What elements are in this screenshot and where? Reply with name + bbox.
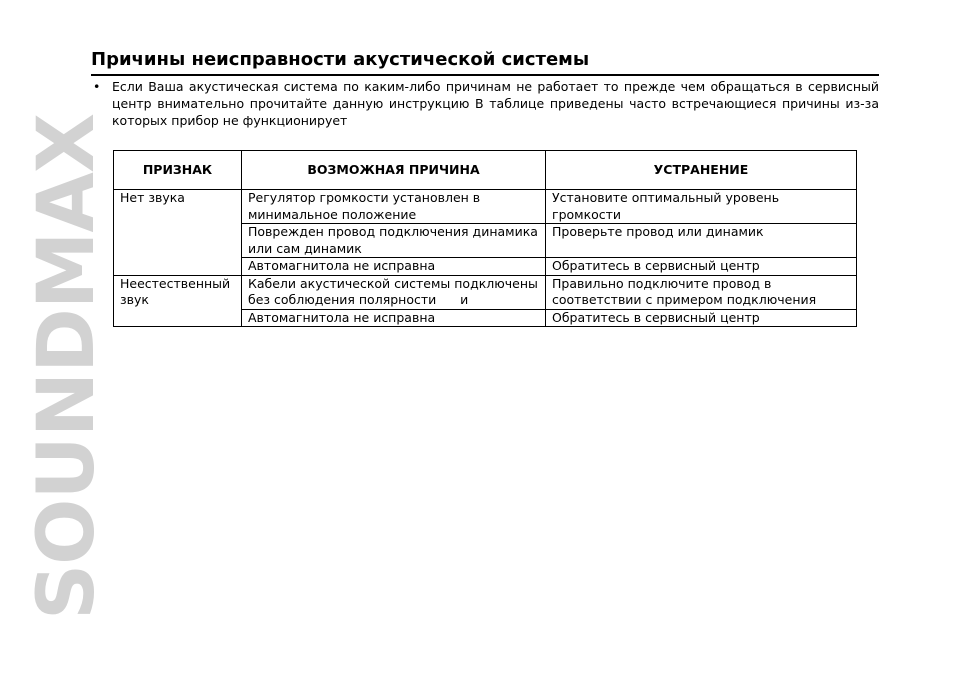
title-underline: [91, 74, 879, 76]
cause-cell: Автомагнитола не исправна: [242, 309, 546, 327]
fix-cell: Обратитесь в сервисный центр: [546, 258, 857, 276]
table-row: [114, 190, 857, 224]
page-title: Причины неисправности акустической системы: [91, 49, 590, 70]
cause-cell: Регулятор громкости установлен в минимальное положение: [242, 190, 546, 224]
intro-text: Если Ваша акустическая система по каким-либо причинам не работает то прежде чем обращаться в сервисный центр внимательно прочитайте данную инструкцию В таблице приведены часто встречающиеся причины из-за которых прибор не функционирует: [112, 79, 879, 128]
troubleshooting-table: [113, 150, 857, 327]
table-header-row: [114, 151, 857, 190]
intro-paragraph: [91, 78, 879, 129]
fix-cell: Обратитесь в сервисный центр: [546, 309, 857, 327]
fix-cell: Правильно подключите провод в соответствии с примером подключения: [546, 275, 857, 309]
symptom-cell: Нет звука: [114, 190, 242, 276]
table-row: [114, 275, 857, 309]
cause-cell: Кабели акустической системы подключены без соблюдения полярности и: [242, 275, 546, 309]
header-symptom: ПРИЗНАК: [114, 151, 242, 190]
symptom-cell: Неестественный звук: [114, 275, 242, 327]
header-fix: УСТРАНЕНИЕ: [546, 151, 857, 190]
brand-watermark: SOUNDMAX: [22, 114, 112, 620]
header-cause: ВОЗМОЖНАЯ ПРИЧИНА: [242, 151, 546, 190]
cause-cell: Автомагнитола не исправна: [242, 258, 546, 276]
fix-cell: Установите оптимальный уровень громкости: [546, 190, 857, 224]
fix-cell: Проверьте провод или динамик: [546, 224, 857, 258]
cause-cell: Поврежден провод подключения динамика или сам динамик: [242, 224, 546, 258]
bullet-marker: •: [93, 79, 101, 94]
